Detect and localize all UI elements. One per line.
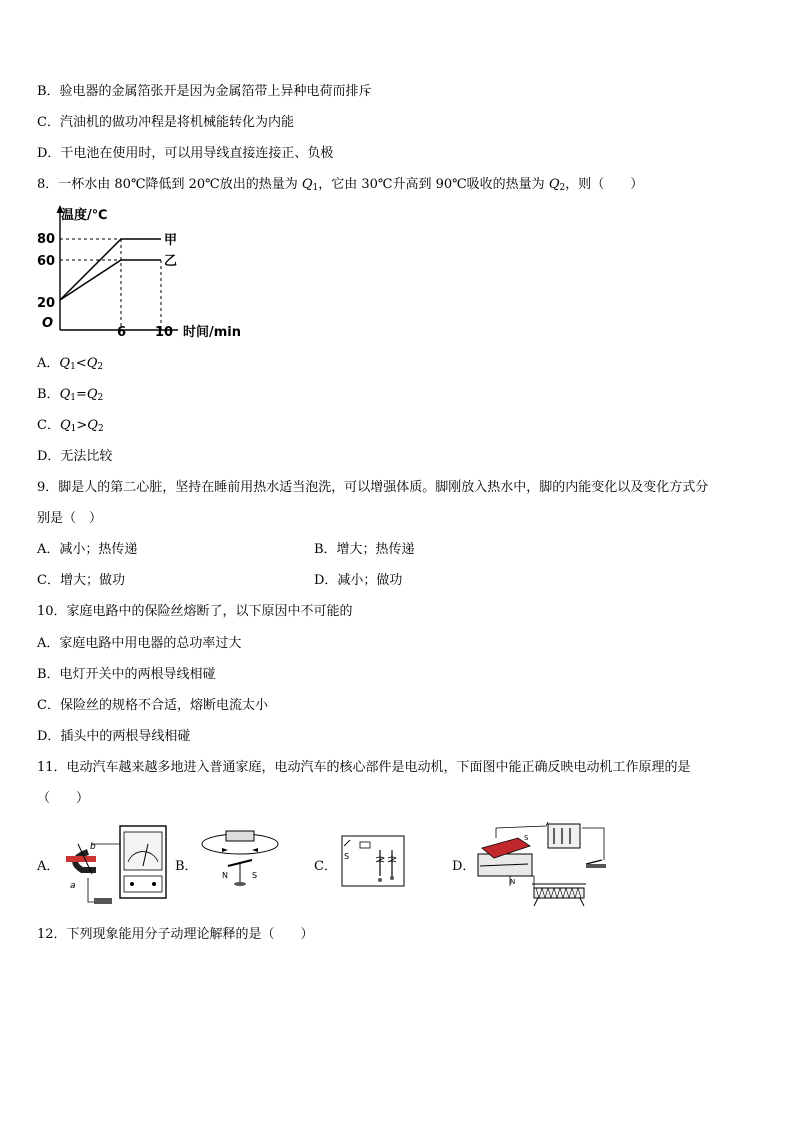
rheostat-leg [534,898,538,906]
switch-icon [344,840,350,846]
q11-stem-line1: 11．电动汽车越来越多地进入普通家庭，电动汽车的核心部件是电动机，下面图中能正确反映电动机工作原理的是 [37,760,691,775]
q9-option-b: B．增大；热传递 [314,542,415,557]
q8-option-a-q2-sub: 2 [97,362,104,372]
q8-option-d: D．无法比较 [37,449,113,464]
switch-base [586,864,606,868]
q11-figure-b [198,826,282,890]
q8-option-c-q1-sub: 1 [70,424,77,434]
q8-option-b [37,387,103,406]
q11-option-a-label: A． [37,859,60,874]
q11-figure-c [338,832,408,890]
q8-option-b-q1: Q [59,387,71,402]
q11-figure-d [474,820,614,912]
q9-option-c: C．增大；做功 [37,573,125,588]
q9-stem-line1: 9．脚是人的第二心脏，坚持在睡前用热水适当泡洗，可以增强体质。脚刚放入热水中，脚的内能变化以及变化方式分 [37,480,709,495]
q8-option-c-sign: > [76,418,88,433]
battery-icon [226,831,254,841]
q8-option-a [37,356,103,375]
y-tick-60: 60 [37,254,56,269]
curve-yi [60,260,161,300]
q8-stem-part1: 8．一杯水由 80℃降低到 20℃放出的热量为 [37,177,302,192]
y-tick-20: 20 [37,296,56,311]
meter-base [124,876,162,892]
switch-icon [94,898,112,904]
battery-icon [548,824,580,848]
y-axis-label: 温度/℃ [61,208,108,223]
prev-option-b: B．验电器的金属箔张开是因为金属箔带上异种电荷而排斥 [37,84,372,99]
x-tick-6: 6 [117,325,127,340]
q8-option-c [37,418,104,437]
label-a: a [70,881,76,891]
paperclip-icon [378,878,382,882]
current-arrow-icon [252,848,258,852]
label-yi: 乙 [164,254,178,269]
q8-option-a-q1: Q [59,356,71,371]
coil-icon [376,857,396,862]
terminal-icon [152,882,156,886]
q8-stem [37,177,643,196]
q11-option-d-label: D． [452,859,476,874]
rheostat-leg [580,898,584,906]
q8-option-c-q2-sub: 2 [97,424,104,434]
q8-option-a-sign: < [75,356,87,371]
q8-option-a-label: A． [37,356,60,371]
q8-q1: Q [301,177,313,192]
label-s: S [524,834,529,842]
paperclip-icon [390,876,394,880]
q9-stem-line2: 别是（ ） [37,511,103,526]
stand-base [234,882,246,886]
q11-stem-line2: （ ） [37,791,90,806]
q8-option-b-label: B． [37,387,60,402]
q10-option-c: C．保险丝的规格不合适，熔断电流太小 [37,698,268,713]
x-tick-10: 10 [155,325,174,340]
q8-q1-sub: 1 [312,183,319,193]
q10-stem: 10．家庭电路中的保险丝熔断了，以下原因中不可能的 [37,604,353,619]
q8-option-c-q2: Q [87,418,98,433]
magnet-pole-icon [66,856,96,862]
q8-option-c-label: C． [37,418,60,433]
q8-q2: Q [548,177,560,192]
q8-option-b-q1-sub: 1 [70,393,76,403]
current-arrow-icon [222,848,228,852]
label-jia: 甲 [164,233,178,248]
q10-option-a: A．家庭电路中用电器的总功率过大 [37,636,242,651]
q8-q2-sub: 2 [559,183,566,193]
q11-option-b-label: B． [175,859,198,874]
label-n: N [510,878,516,886]
prev-option-d: D．干电池在使用时，可以用导线直接连接正、负极 [37,146,334,161]
q8-option-c-q1: Q [59,418,71,433]
q10-option-d: D．插头中的两根导线相碰 [37,729,191,744]
q8-stem-part2: ，它由 30℃升高到 90℃吸收的热量为 [318,177,549,192]
label-b: b [90,842,96,852]
prev-option-c: C．汽油机的做功冲程是将机械能转化为内能 [37,115,294,130]
label-n: N [222,871,228,880]
circuit-frame [342,836,404,886]
q8-option-b-q2: Q [86,387,98,402]
q9-option-a: A．减小；热传递 [37,542,138,557]
switch-icon [586,860,602,864]
label-s: S [252,871,258,880]
origin-label: O [42,316,54,331]
electromagnet-icon [360,842,370,848]
q8-option-a-q1-sub: 1 [70,362,76,372]
q8-option-b-sign: = [75,387,87,402]
q12-stem: 12．下列现象能用分子动理论解释的是（ ） [37,927,314,942]
terminal-icon [130,882,134,886]
q11-option-c-label: C． [314,859,337,874]
q9-option-d: D．减小；做功 [314,573,403,588]
q8-option-b-q2-sub: 2 [97,393,104,403]
x-axis-label: 时间/min [183,325,242,340]
q8-stem-part3: ，则（ ） [565,177,644,192]
label-s: S [344,852,350,861]
q10-option-b: B．电灯开关中的两根导线相碰 [37,667,216,682]
y-tick-80: 80 [37,232,56,247]
q8-temperature-graph [33,202,253,342]
q8-option-a-q2: Q [86,356,98,371]
q11-figure-a [58,822,170,910]
